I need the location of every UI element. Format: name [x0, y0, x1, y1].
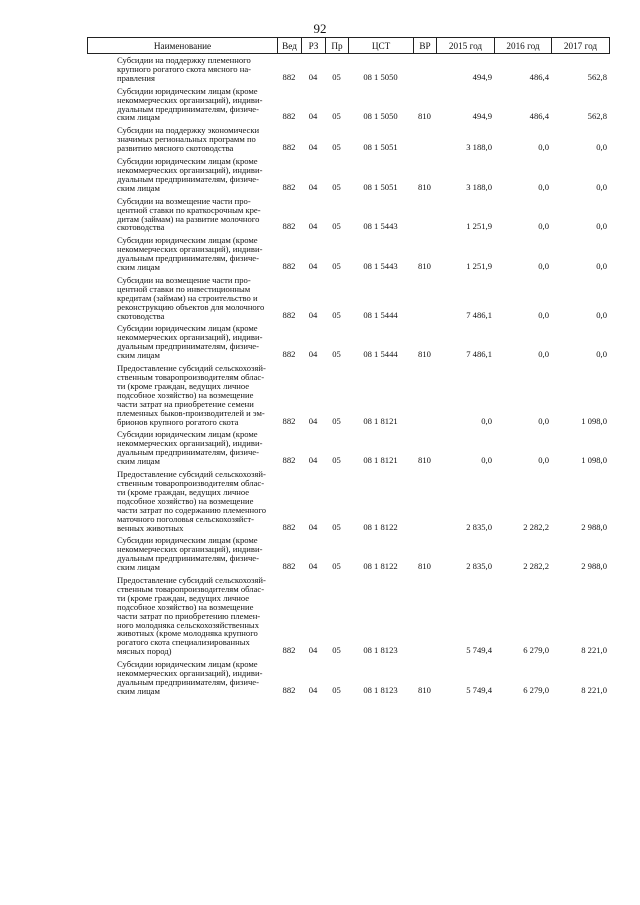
row-pr: 05 [332, 349, 341, 360]
row-2017: 0,0 [596, 181, 607, 192]
row-2015: 2 835,0 [466, 561, 492, 572]
row-ved: 882 [282, 261, 296, 272]
row-ved: 882 [282, 645, 296, 656]
column-header-vr: ВР [414, 38, 437, 54]
row-name: Предоставление субсидий сельскохозяй- ственным товаропроизводителям облас- ти (кроме граждан, ведущих личное подсобное хозяйство) на возмещение части затрат по приобретению племен- ного молодняка сельскохозяйственных животных (кроме молодняка крупного рогатого скота специализированных мясных пород) [117, 575, 266, 657]
row-ved: 882 [282, 142, 296, 153]
row-rz: 04 [308, 142, 318, 153]
row-pr: 05 [332, 684, 341, 695]
table-row [87, 197, 609, 233]
row-2016: 0,0 [538, 261, 549, 272]
row-vr: 810 [418, 349, 431, 360]
row-rz: 04 [308, 71, 318, 82]
row-2016: 0,0 [538, 455, 549, 466]
row-vr [413, 126, 436, 153]
column-header-rz: РЗ [302, 38, 326, 54]
row-pr: 05 [332, 455, 341, 466]
row-2016: 0,0 [538, 349, 549, 360]
column-header-pr: Пр [326, 38, 349, 54]
row-name: Субсидии на поддержку племенного крупного рогатого скота мясного на- правления [117, 55, 252, 83]
row-name: Субсидии юридическим лицам (кроме некоммерческих организаций), индиви- дуальным предпринимателям, физиче- ским лицам [117, 535, 263, 573]
page-number: 92 [313, 21, 327, 36]
row-2017: 562,8 [587, 71, 607, 82]
row-pr: 05 [332, 415, 341, 426]
row-pr: 05 [332, 142, 341, 153]
row-2017: 0,0 [596, 309, 607, 320]
row-2017: 2 988,0 [581, 561, 607, 572]
table-row [87, 56, 609, 83]
row-cst: 08 1 8121 [363, 455, 398, 466]
row-rz: 04 [308, 415, 318, 426]
row-name: Предоставление субсидий сельскохозяй- ственным товаропроизводителям облас- ти (кроме граждан, ведущих личное подсобное хозяйство) на возмещение части затрат на приобретение семени племенных быков-производителей и эм- брионов крупного рогатого скота [117, 363, 266, 427]
row-2017: 0,0 [596, 142, 607, 153]
row-rz: 04 [308, 309, 318, 320]
row-ved: 882 [282, 309, 296, 320]
table-body [87, 56, 609, 696]
table-row [87, 87, 609, 123]
table-row [87, 576, 609, 656]
row-2015: 5 749,4 [466, 684, 492, 695]
row-rz: 04 [308, 521, 318, 532]
row-cst: 08 1 5444 [363, 349, 398, 360]
row-rz: 04 [308, 349, 318, 360]
row-ved: 882 [282, 111, 296, 122]
row-vr [413, 364, 436, 426]
row-cst: 08 1 8123 [363, 684, 398, 695]
row-cst: 08 1 5051 [363, 181, 398, 192]
row-name: Субсидии юридическим лицам (кроме некоммерческих организаций), индиви- дуальным предпринимателям, физиче- ским лицам [117, 429, 263, 467]
row-pr: 05 [332, 111, 341, 122]
row-rz: 04 [308, 111, 318, 122]
row-2016: 486,4 [529, 71, 549, 82]
row-2015: 3 188,0 [466, 181, 492, 192]
row-ved: 882 [282, 71, 296, 82]
row-rz: 04 [308, 645, 318, 656]
row-2016: 0,0 [538, 415, 549, 426]
column-header-cst: ЦСТ [349, 38, 414, 54]
row-2015: 7 486,1 [466, 349, 492, 360]
row-2017: 562,8 [587, 111, 607, 122]
row-ved: 882 [282, 181, 296, 192]
table-row [87, 660, 609, 696]
row-2017: 1 098,0 [581, 415, 607, 426]
row-vr [413, 197, 436, 233]
row-name: Субсидии юридическим лицам (кроме некоммерческих организаций), индиви- дуальным предпринимателям, физиче- ским лицам [117, 156, 263, 193]
row-cst: 08 1 8121 [363, 415, 398, 426]
row-2015: 5 749,4 [466, 645, 492, 656]
row-vr [413, 576, 436, 656]
row-2015: 494,9 [472, 71, 492, 82]
row-pr: 05 [332, 261, 341, 272]
row-cst: 08 1 5444 [363, 309, 398, 320]
row-2017: 8 221,0 [581, 645, 607, 656]
row-vr: 810 [418, 111, 431, 122]
row-pr: 05 [332, 521, 341, 532]
row-pr: 05 [332, 181, 341, 192]
row-rz: 04 [308, 181, 318, 192]
row-pr: 05 [332, 221, 341, 232]
table-row [87, 430, 609, 466]
row-name: Предоставление субсидий сельскохозяй- ственным товаропроизводителям облас- ти (кроме граждан, ведущих личное подсобное хозяйство) на возмещение части затрат по содержанию племенного маточного поголовья сельскохозяйст- венных животных [117, 469, 267, 533]
row-cst: 08 1 5443 [363, 221, 398, 232]
row-2016: 6 279,0 [523, 684, 549, 695]
row-2017: 0,0 [596, 221, 607, 232]
row-pr: 05 [332, 645, 341, 656]
row-2016: 486,4 [529, 111, 549, 122]
row-vr: 810 [418, 181, 431, 192]
row-rz: 04 [308, 684, 318, 695]
row-vr: 810 [418, 455, 431, 466]
row-2017: 0,0 [596, 349, 607, 360]
row-2015: 2 835,0 [466, 521, 492, 532]
row-rz: 04 [308, 261, 318, 272]
row-pr: 05 [332, 309, 341, 320]
row-2017: 0,0 [596, 261, 607, 272]
row-cst: 08 1 8122 [363, 521, 398, 532]
row-ved: 882 [282, 221, 296, 232]
row-2016: 0,0 [538, 181, 549, 192]
row-name: Субсидии на возмещение части про- центной ставки по инвестиционным кредитам (займам) на строительство и реконструкцию объектов для молочного скотоводства [117, 274, 265, 321]
row-2016: 0,0 [538, 309, 549, 320]
column-header-2015: 2015 год [437, 38, 495, 54]
row-name: Субсидии на поддержку экономически значимых региональных программ по развитию мясного скотоводства [117, 125, 260, 154]
column-header-name: Наименование [88, 38, 278, 54]
row-2015: 3 188,0 [466, 142, 492, 153]
row-pr: 05 [332, 71, 341, 82]
row-cst: 08 1 8123 [363, 645, 398, 656]
row-name: Субсидии юридическим лицам (кроме некоммерческих организаций), индиви- дуальным предпринимателям, физиче- ским лицам [117, 85, 263, 123]
table-row [87, 324, 609, 360]
row-name: Субсидии юридическим лицам (кроме некоммерческих организаций), индиви- дуальным предпринимателям, физиче- ским лицам [117, 659, 263, 696]
row-2016: 0,0 [538, 221, 549, 232]
row-cst: 08 1 5050 [363, 111, 398, 122]
row-vr: 810 [418, 261, 431, 272]
row-rz: 04 [308, 561, 318, 572]
row-2016: 6 279,0 [523, 645, 549, 656]
row-2016: 2 282,2 [523, 561, 549, 572]
row-2015: 494,9 [472, 111, 492, 122]
row-name: Субсидии на возмещение части про- центной ставки по краткосрочным кре- дитам (займам) на развитие молочного скотоводства [117, 195, 261, 233]
column-header-2017: 2017 год [552, 38, 610, 54]
row-vr [413, 276, 436, 321]
row-ved: 882 [282, 521, 296, 532]
row-pr: 05 [332, 561, 341, 572]
row-cst: 08 1 5050 [363, 71, 398, 82]
row-cst: 08 1 5443 [363, 261, 398, 272]
row-rz: 04 [308, 221, 318, 232]
table-row [87, 536, 609, 572]
row-ved: 882 [282, 455, 296, 466]
row-vr: 810 [418, 561, 431, 572]
row-ved: 882 [282, 561, 296, 572]
row-2017: 1 098,0 [581, 455, 607, 466]
row-cst: 08 1 5051 [363, 142, 398, 153]
row-ved: 882 [282, 349, 296, 360]
row-vr [413, 470, 436, 532]
budget-table [87, 56, 609, 696]
column-header-ved: Вед [278, 38, 302, 54]
row-rz: 04 [308, 455, 318, 466]
row-2015: 0,0 [481, 455, 492, 466]
table-row [87, 236, 609, 272]
row-name: Субсидии юридическим лицам (кроме некоммерческих организаций), индиви- дуальным предпринимателям, физиче- ским лицам [117, 235, 263, 273]
row-ved: 882 [282, 415, 296, 426]
table-header [87, 37, 610, 54]
row-2017: 2 988,0 [581, 521, 607, 532]
row-vr [413, 56, 436, 83]
row-2016: 0,0 [538, 142, 549, 153]
row-name: Субсидии юридическим лицам (кроме некоммерческих организаций), индиви- дуальным предпринимателям, физиче- ским лицам [117, 323, 263, 361]
row-cst: 08 1 8122 [363, 561, 398, 572]
row-2015: 1 251,9 [466, 261, 492, 272]
row-2015: 0,0 [481, 415, 492, 426]
table-row [87, 364, 609, 426]
row-2016: 2 282,2 [523, 521, 549, 532]
row-ved: 882 [282, 684, 296, 695]
row-2017: 8 221,0 [581, 684, 607, 695]
table-row [87, 276, 609, 321]
table-row [87, 126, 609, 153]
row-2015: 7 486,1 [466, 309, 492, 320]
table-row [87, 157, 609, 193]
column-header-2016: 2016 год [495, 38, 552, 54]
row-2015: 1 251,9 [466, 221, 492, 232]
table-row [87, 470, 609, 532]
row-vr: 810 [418, 684, 431, 695]
